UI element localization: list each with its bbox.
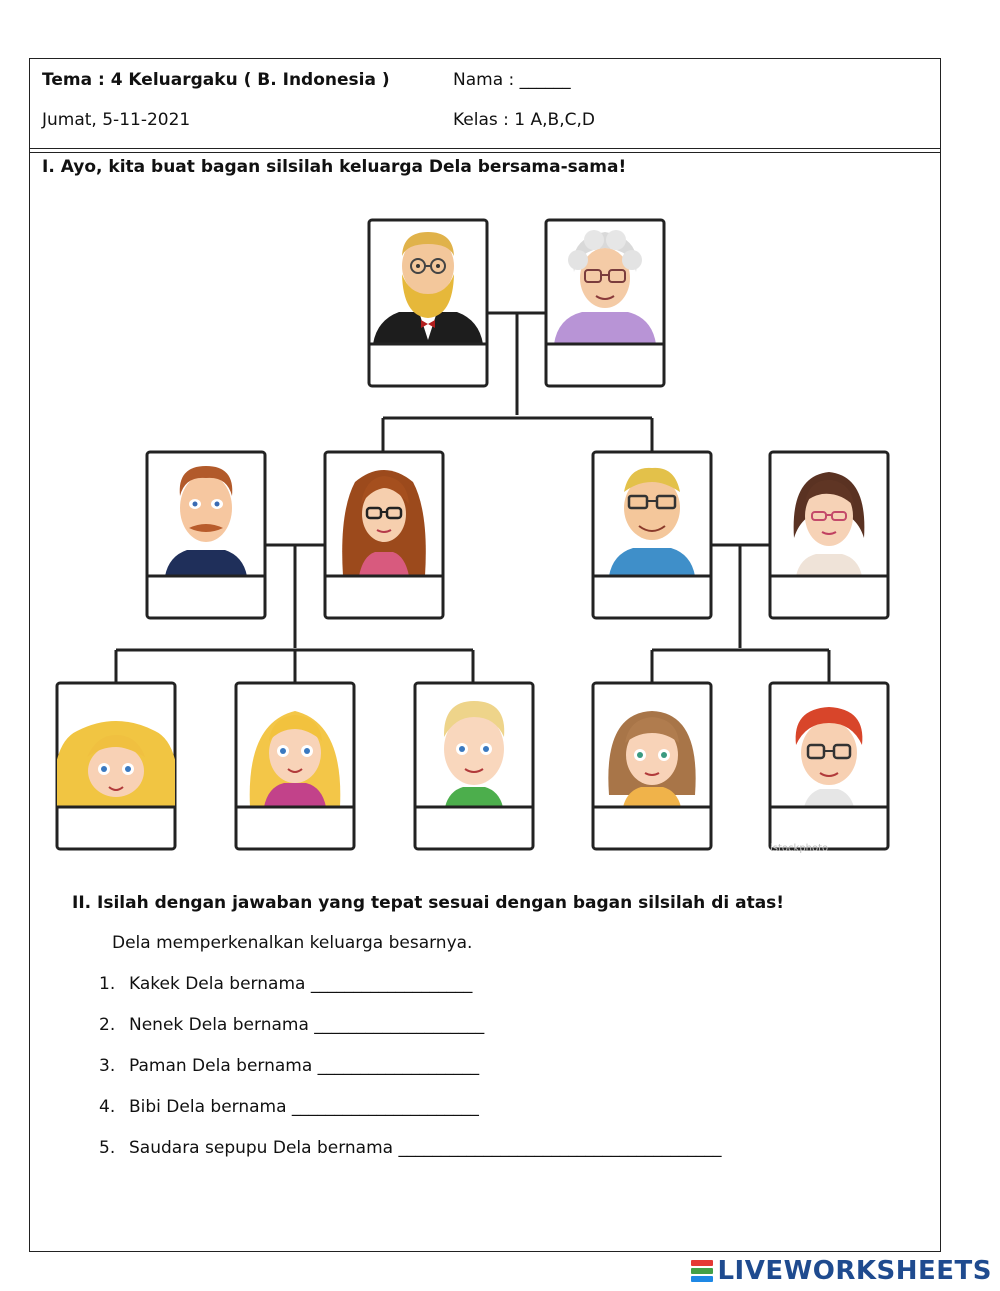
question-text: Paman Dela bernama ___________________: [129, 1056, 480, 1076]
logo-text: LIVEWORKSHEETS: [717, 1256, 992, 1286]
woman-glasses-portrait: [342, 470, 426, 576]
card-child-4: [593, 683, 711, 849]
question-number: 2.: [99, 1015, 116, 1035]
stock-watermark: istockphoto: [770, 843, 829, 854]
question-4[interactable]: [99, 1097, 479, 1117]
card-grandfather: [369, 220, 487, 386]
question-text: Bibi Dela bernama ______________________: [129, 1097, 479, 1117]
card-right-mother: [770, 452, 888, 618]
kelas-label: Kelas : 1 A,B,C,D: [453, 110, 595, 130]
tema-label: Tema : 4 Keluargaku ( B. Indonesia ): [42, 70, 390, 90]
logo-icon: [691, 1260, 713, 1282]
question-number: 3.: [99, 1056, 116, 1076]
question-text: Kakek Dela bernama ___________________: [129, 974, 473, 994]
section-2-intro: Dela memperkenalkan keluarga besarnya.: [112, 933, 473, 953]
question-5[interactable]: [99, 1138, 721, 1158]
question-number: 5.: [99, 1138, 116, 1158]
nama-field[interactable]: Nama : ______: [453, 70, 571, 90]
section-2-title: II. Isilah dengan jawaban yang tepat sesuai dengan bagan silsilah di atas!: [72, 893, 785, 913]
question-2[interactable]: [99, 1015, 484, 1035]
question-number: 4.: [99, 1097, 116, 1117]
question-text: Nenek Dela bernama ____________________: [129, 1015, 485, 1035]
liveworksheets-logo: [691, 1256, 992, 1286]
card-child-5: [770, 683, 888, 849]
section-1-title: I. Ayo, kita buat bagan silsilah keluarga Dela bersama-sama!: [42, 157, 627, 177]
card-child-3: [415, 683, 533, 849]
card-child-1: [53, 683, 179, 849]
card-left-mother: [325, 452, 443, 618]
question-3[interactable]: [99, 1056, 479, 1076]
question-1[interactable]: [99, 974, 472, 994]
date-label: Jumat, 5-11-2021: [42, 110, 191, 130]
question-text: Saudara sepupu Dela bernama ______________________________________: [129, 1138, 722, 1158]
card-right-father: [593, 452, 711, 618]
card-child-2: [236, 683, 354, 849]
card-grandmother: [546, 220, 664, 386]
card-left-father: [147, 452, 265, 618]
question-number: 1.: [99, 974, 116, 994]
